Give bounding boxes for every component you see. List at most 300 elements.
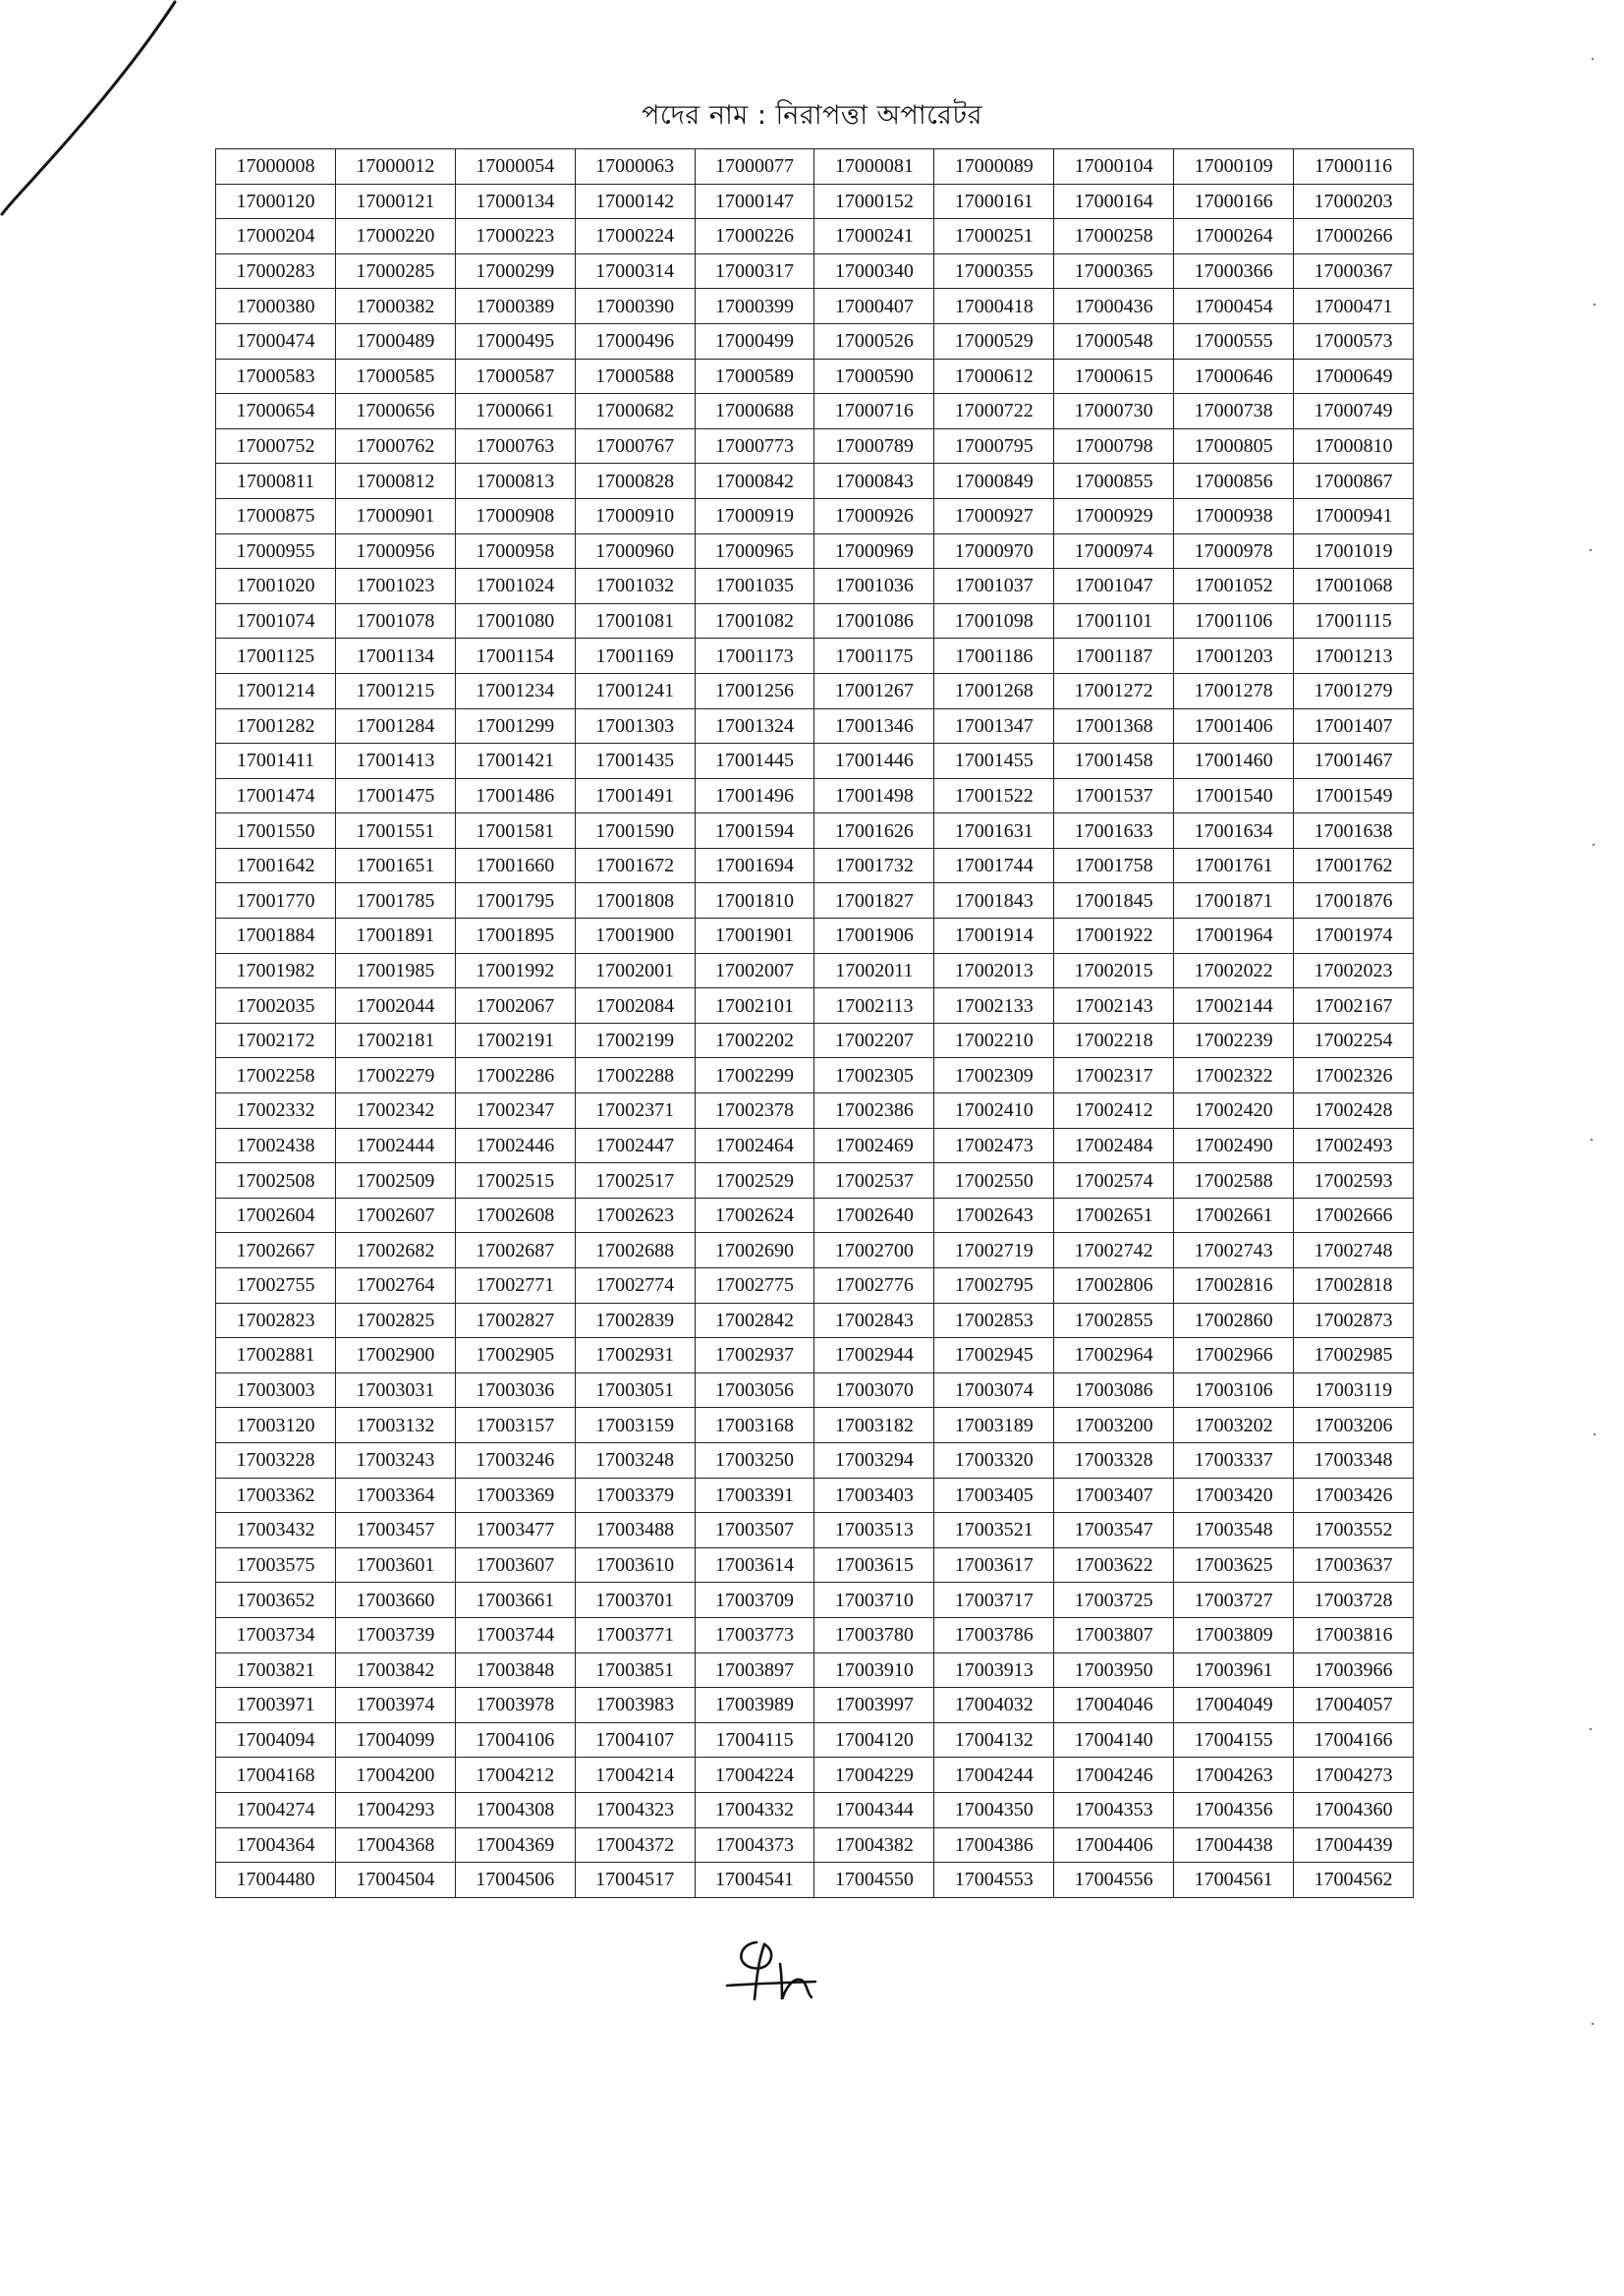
roll-number-cell: 17000590 xyxy=(814,359,934,394)
roll-number-cell: 17003637 xyxy=(1294,1547,1414,1583)
roll-number-cell: 17004386 xyxy=(934,1827,1054,1863)
roll-number-cell: 17002842 xyxy=(695,1303,814,1338)
roll-number-cell: 17001134 xyxy=(335,639,455,674)
roll-number-cell: 17002035 xyxy=(216,988,336,1024)
table-row xyxy=(216,1652,1414,1688)
roll-number-cell: 17000730 xyxy=(1054,394,1174,429)
roll-number-cell: 17002210 xyxy=(934,1023,1054,1058)
roll-number-cell: 17000436 xyxy=(1054,289,1174,324)
table-row xyxy=(216,1547,1414,1583)
roll-number-cell: 17000104 xyxy=(1054,149,1174,185)
roll-number-cell: 17003119 xyxy=(1294,1372,1414,1408)
table-row xyxy=(216,1758,1414,1793)
roll-number-cell: 17001672 xyxy=(575,848,695,883)
roll-number-cell: 17000849 xyxy=(934,464,1054,499)
roll-number-cell: 17002755 xyxy=(216,1268,336,1304)
roll-number-cell: 17000081 xyxy=(814,149,934,185)
roll-number-cell: 17000901 xyxy=(335,498,455,533)
table-row xyxy=(216,184,1414,219)
roll-number-cell: 17000471 xyxy=(1294,289,1414,324)
roll-number-cell: 17002317 xyxy=(1054,1058,1174,1093)
roll-number-cell: 17001638 xyxy=(1294,813,1414,849)
roll-number-cell: 17003717 xyxy=(934,1583,1054,1618)
roll-number-cell: 17002023 xyxy=(1294,953,1414,988)
roll-number-cell: 17000380 xyxy=(216,289,336,324)
roll-number-cell: 17001891 xyxy=(335,919,455,954)
roll-number-cell: 17003625 xyxy=(1174,1547,1294,1583)
roll-number-cell: 17003391 xyxy=(695,1478,814,1513)
roll-number-cell: 17003328 xyxy=(1054,1442,1174,1478)
roll-number-cell: 17002473 xyxy=(934,1128,1054,1163)
roll-number-cell: 17000454 xyxy=(1174,289,1294,324)
roll-number-cell: 17001455 xyxy=(934,744,1054,779)
roll-number-cell: 17002937 xyxy=(695,1338,814,1373)
roll-number-cell: 17001282 xyxy=(216,708,336,744)
roll-number-cell: 17000929 xyxy=(1054,498,1174,533)
roll-number-cell: 17000367 xyxy=(1294,253,1414,289)
roll-number-cell: 17003294 xyxy=(814,1442,934,1478)
roll-number-cell: 17002191 xyxy=(455,1023,575,1058)
roll-number-cell: 17001458 xyxy=(1054,744,1174,779)
roll-number-cell: 17003407 xyxy=(1054,1478,1174,1513)
roll-number-cell: 17001303 xyxy=(575,708,695,744)
roll-number-cell: 17002258 xyxy=(216,1058,336,1093)
table-row xyxy=(216,744,1414,779)
roll-number-cell: 17004517 xyxy=(575,1863,695,1898)
table-row xyxy=(216,603,1414,639)
roll-number-cell: 17001550 xyxy=(216,813,336,849)
roll-number-cell: 17000938 xyxy=(1174,498,1294,533)
roll-number-cell: 17000314 xyxy=(575,253,695,289)
roll-number-cell: 17003132 xyxy=(335,1408,455,1443)
roll-number-cell: 17002446 xyxy=(455,1128,575,1163)
roll-number-cell: 17003997 xyxy=(814,1688,934,1723)
roll-number-cell: 17003950 xyxy=(1054,1652,1174,1688)
roll-number-cell: 17002371 xyxy=(575,1093,695,1129)
roll-number-cell: 17003971 xyxy=(216,1688,336,1723)
roll-number-cell: 17002818 xyxy=(1294,1268,1414,1304)
roll-number-cell: 17000204 xyxy=(216,219,336,254)
table-row xyxy=(216,1513,1414,1548)
roll-number-cell: 17000203 xyxy=(1294,184,1414,219)
roll-number-cell: 17002410 xyxy=(934,1093,1054,1129)
margin-scan-specks xyxy=(1565,0,1624,2296)
roll-number-cell: 17004212 xyxy=(455,1758,575,1793)
table-row xyxy=(216,149,1414,185)
roll-number-cell: 17000974 xyxy=(1054,533,1174,569)
roll-number-cell: 17000843 xyxy=(814,464,934,499)
roll-number-cell: 17002873 xyxy=(1294,1303,1414,1338)
roll-number-cell: 17001299 xyxy=(455,708,575,744)
roll-number-cell: 17004168 xyxy=(216,1758,336,1793)
roll-number-cell: 17003157 xyxy=(455,1408,575,1443)
roll-number-cell: 17001914 xyxy=(934,919,1054,954)
roll-number-cell: 17000661 xyxy=(455,394,575,429)
roll-number-cell: 17000875 xyxy=(216,498,336,533)
table-row xyxy=(216,1338,1414,1373)
roll-number-cell: 17000317 xyxy=(695,253,814,289)
roll-number-cell: 17001074 xyxy=(216,603,336,639)
roll-number-cell: 17002218 xyxy=(1054,1023,1174,1058)
table-row xyxy=(216,1093,1414,1129)
roll-number-cell: 17003622 xyxy=(1054,1547,1174,1583)
roll-number-cell: 17002700 xyxy=(814,1233,934,1268)
roll-number-cell: 17001023 xyxy=(335,569,455,604)
roll-number-cell: 17002623 xyxy=(575,1198,695,1233)
roll-number-cell: 17003610 xyxy=(575,1547,695,1583)
roll-number-cell: 17004049 xyxy=(1174,1688,1294,1723)
roll-number-cell: 17001068 xyxy=(1294,569,1414,604)
roll-number-cell: 17002181 xyxy=(335,1023,455,1058)
roll-number-cell: 17002044 xyxy=(335,988,455,1024)
roll-number-cell: 17003513 xyxy=(814,1513,934,1548)
roll-number-cell: 17003369 xyxy=(455,1478,575,1513)
roll-number-cell: 17002682 xyxy=(335,1233,455,1268)
roll-number-cell: 17001660 xyxy=(455,848,575,883)
roll-number-cell: 17002279 xyxy=(335,1058,455,1093)
roll-number-cell: 17002816 xyxy=(1174,1268,1294,1304)
table-row xyxy=(216,1303,1414,1338)
roll-number-cell: 17003202 xyxy=(1174,1408,1294,1443)
roll-number-cell: 17003246 xyxy=(455,1442,575,1478)
roll-number-cell: 17000399 xyxy=(695,289,814,324)
roll-number-cell: 17004369 xyxy=(455,1827,575,1863)
roll-number-cell: 17000251 xyxy=(934,219,1054,254)
roll-number-cell: 17001411 xyxy=(216,744,336,779)
roll-number-cell: 17001078 xyxy=(335,603,455,639)
roll-number-cell: 17000805 xyxy=(1174,428,1294,464)
roll-number-cell: 17001446 xyxy=(814,744,934,779)
roll-number-cell: 17001594 xyxy=(695,813,814,849)
roll-number-cell: 17000588 xyxy=(575,359,695,394)
roll-number-cell: 17001808 xyxy=(575,883,695,919)
roll-number-cell: 17003477 xyxy=(455,1513,575,1548)
roll-number-cell: 17003362 xyxy=(216,1478,336,1513)
roll-number-cell: 17000366 xyxy=(1174,253,1294,289)
roll-number-cell: 17003744 xyxy=(455,1617,575,1652)
roll-number-cell: 17002464 xyxy=(695,1128,814,1163)
roll-number-cell: 17004506 xyxy=(455,1863,575,1898)
roll-number-cell: 17002084 xyxy=(575,988,695,1024)
roll-number-cell: 17002022 xyxy=(1174,953,1294,988)
roll-number-cell: 17004273 xyxy=(1294,1758,1414,1793)
roll-number-cell: 17003966 xyxy=(1294,1652,1414,1688)
roll-number-cell: 17002529 xyxy=(695,1163,814,1199)
roll-number-cell: 17002322 xyxy=(1174,1058,1294,1093)
roll-number-cell: 17001175 xyxy=(814,639,934,674)
roll-number-cell: 17000767 xyxy=(575,428,695,464)
roll-number-cell: 17001445 xyxy=(695,744,814,779)
roll-number-cell: 17002860 xyxy=(1174,1303,1294,1338)
roll-number-cell: 17001522 xyxy=(934,778,1054,813)
roll-number-cell: 17000223 xyxy=(455,219,575,254)
roll-number-cell: 17002537 xyxy=(814,1163,934,1199)
table-row xyxy=(216,1058,1414,1093)
roll-number-cell: 17001036 xyxy=(814,569,934,604)
table-row xyxy=(216,1163,1414,1199)
roll-number-cell: 17000587 xyxy=(455,359,575,394)
roll-number-cell: 17001213 xyxy=(1294,639,1414,674)
roll-number-cell: 17004373 xyxy=(695,1827,814,1863)
table-row xyxy=(216,533,1414,569)
roll-number-cell: 17002332 xyxy=(216,1093,336,1129)
roll-number-cell: 17001964 xyxy=(1174,919,1294,954)
roll-number-cell: 17003660 xyxy=(335,1583,455,1618)
roll-number-cell: 17002624 xyxy=(695,1198,814,1233)
roll-number-cell: 17000264 xyxy=(1174,219,1294,254)
roll-number-cell: 17000054 xyxy=(455,149,575,185)
roll-number-cell: 17004480 xyxy=(216,1863,336,1898)
roll-number-cell: 17001080 xyxy=(455,603,575,639)
roll-number-cell: 17002661 xyxy=(1174,1198,1294,1233)
roll-number-cell: 17003727 xyxy=(1174,1583,1294,1618)
roll-number-cell: 17003974 xyxy=(335,1688,455,1723)
roll-number-cell: 17000134 xyxy=(455,184,575,219)
table-row xyxy=(216,498,1414,533)
roll-number-cell: 17001537 xyxy=(1054,778,1174,813)
roll-number-cell: 17004120 xyxy=(814,1722,934,1758)
roll-number-cell: 17002774 xyxy=(575,1268,695,1304)
roll-number-cell: 17000266 xyxy=(1294,219,1414,254)
roll-number-cell: 17000978 xyxy=(1174,533,1294,569)
roll-number-cell: 17002651 xyxy=(1054,1198,1174,1233)
roll-number-cell: 17002588 xyxy=(1174,1163,1294,1199)
roll-number-cell: 17001901 xyxy=(695,919,814,954)
roll-number-cell: 17003821 xyxy=(216,1652,336,1688)
table-row xyxy=(216,1268,1414,1304)
roll-number-cell: 17002484 xyxy=(1054,1128,1174,1163)
roll-number-cell: 17003031 xyxy=(335,1372,455,1408)
roll-number-cell: 17003228 xyxy=(216,1442,336,1478)
roll-number-cell: 17000856 xyxy=(1174,464,1294,499)
roll-number-cell: 17000969 xyxy=(814,533,934,569)
roll-number-cell: 17000649 xyxy=(1294,359,1414,394)
roll-number-cell: 17002719 xyxy=(934,1233,1054,1268)
roll-number-cell: 17002113 xyxy=(814,988,934,1024)
roll-number-cell: 17000583 xyxy=(216,359,336,394)
roll-number-cell: 17003652 xyxy=(216,1583,336,1618)
roll-number-cell: 17004046 xyxy=(1054,1688,1174,1723)
roll-number-cell: 17002101 xyxy=(695,988,814,1024)
roll-number-cell: 17001744 xyxy=(934,848,1054,883)
roll-number-cell: 17000738 xyxy=(1174,394,1294,429)
roll-number-cell: 17003070 xyxy=(814,1372,934,1408)
roll-number-cell: 17002607 xyxy=(335,1198,455,1233)
roll-number-cell: 17001549 xyxy=(1294,778,1414,813)
roll-number-cell: 17000752 xyxy=(216,428,336,464)
roll-number-cell: 17001421 xyxy=(455,744,575,779)
roll-number-cell: 17002342 xyxy=(335,1093,455,1129)
roll-number-cell: 17003159 xyxy=(575,1408,695,1443)
roll-number-cell: 17001694 xyxy=(695,848,814,883)
roll-number-cell: 17000077 xyxy=(695,149,814,185)
table-row xyxy=(216,394,1414,429)
roll-number-cell: 17001876 xyxy=(1294,883,1414,919)
roll-number-cell: 17003739 xyxy=(335,1617,455,1652)
roll-number-cell: 17003661 xyxy=(455,1583,575,1618)
roll-number-cell: 17004553 xyxy=(934,1863,1054,1898)
roll-number-cell: 17002144 xyxy=(1174,988,1294,1024)
roll-number-cell: 17002775 xyxy=(695,1268,814,1304)
roll-number-cell: 17001974 xyxy=(1294,919,1414,954)
roll-number-cell: 17001047 xyxy=(1054,569,1174,604)
roll-number-cell: 17001098 xyxy=(934,603,1054,639)
roll-number-cell: 17004561 xyxy=(1174,1863,1294,1898)
roll-number-cell: 17001922 xyxy=(1054,919,1174,954)
roll-number-cell: 17000612 xyxy=(934,359,1054,394)
roll-number-cell: 17001082 xyxy=(695,603,814,639)
roll-number-cell: 17001626 xyxy=(814,813,934,849)
roll-number-cell: 17001732 xyxy=(814,848,934,883)
roll-number-cell: 17003897 xyxy=(695,1652,814,1688)
page-title: পদের নাম : নিরাপত্তা অপারেটর xyxy=(642,100,982,131)
roll-number-cell: 17003003 xyxy=(216,1372,336,1408)
roll-number-cell: 17000795 xyxy=(934,428,1054,464)
roll-number-cell: 17001032 xyxy=(575,569,695,604)
roll-number-cell: 17004214 xyxy=(575,1758,695,1793)
roll-number-cell: 17002764 xyxy=(335,1268,455,1304)
roll-number-cell: 17003807 xyxy=(1054,1617,1174,1652)
roll-number-cell: 17003617 xyxy=(934,1547,1054,1583)
roll-number-cell: 17001467 xyxy=(1294,744,1414,779)
roll-number-cell: 17003337 xyxy=(1174,1442,1294,1478)
roll-number-cell: 17004140 xyxy=(1054,1722,1174,1758)
roll-number-cell: 17002985 xyxy=(1294,1338,1414,1373)
table-row xyxy=(216,1583,1414,1618)
roll-number-cell: 17004350 xyxy=(934,1792,1054,1827)
roll-number-cell: 17002550 xyxy=(934,1163,1054,1199)
table-row xyxy=(216,919,1414,954)
roll-number-cell: 17000798 xyxy=(1054,428,1174,464)
roll-number-cell: 17004364 xyxy=(216,1827,336,1863)
roll-number-cell: 17003457 xyxy=(335,1513,455,1548)
roll-number-cell: 17000390 xyxy=(575,289,695,324)
roll-number-cell: 17004406 xyxy=(1054,1827,1174,1863)
table-row xyxy=(216,708,1414,744)
roll-number-cell: 17002420 xyxy=(1174,1093,1294,1129)
roll-number-cell: 17000089 xyxy=(934,149,1054,185)
roll-number-cell: 17003403 xyxy=(814,1478,934,1513)
table-row xyxy=(216,1688,1414,1723)
roll-number-cell: 17002795 xyxy=(934,1268,1054,1304)
roll-number-cell: 17003842 xyxy=(335,1652,455,1688)
table-row xyxy=(216,953,1414,988)
table-row xyxy=(216,1198,1414,1233)
table-row xyxy=(216,1408,1414,1443)
roll-number-cell: 17002806 xyxy=(1054,1268,1174,1304)
roll-number-cell: 17003961 xyxy=(1174,1652,1294,1688)
roll-number-cell: 17002001 xyxy=(575,953,695,988)
roll-number-cell: 17002593 xyxy=(1294,1163,1414,1199)
roll-number-cell: 17000908 xyxy=(455,498,575,533)
roll-number-cell: 17003725 xyxy=(1054,1583,1174,1618)
roll-number-cell: 17004372 xyxy=(575,1827,695,1863)
roll-number-cell: 17000965 xyxy=(695,533,814,569)
roll-number-cell: 17001827 xyxy=(814,883,934,919)
roll-number-cell: 17002966 xyxy=(1174,1338,1294,1373)
roll-number-cell: 17002447 xyxy=(575,1128,695,1163)
roll-number-cell: 17003786 xyxy=(934,1617,1054,1652)
roll-number-cell: 17002490 xyxy=(1174,1128,1294,1163)
roll-number-cell: 17002133 xyxy=(934,988,1054,1024)
roll-number-cell: 17003701 xyxy=(575,1583,695,1618)
roll-number-cell: 17002515 xyxy=(455,1163,575,1199)
roll-number-cell: 17000810 xyxy=(1294,428,1414,464)
roll-number-cell: 17001346 xyxy=(814,708,934,744)
roll-number-cell: 17002172 xyxy=(216,1023,336,1058)
roll-number-cell: 17002347 xyxy=(455,1093,575,1129)
roll-number-cell: 17003913 xyxy=(934,1652,1054,1688)
roll-number-cell: 17003780 xyxy=(814,1617,934,1652)
table-row xyxy=(216,1722,1414,1758)
roll-number-cell: 17002604 xyxy=(216,1198,336,1233)
roll-number-cell: 17001037 xyxy=(934,569,1054,604)
roll-number-cell: 17003488 xyxy=(575,1513,695,1548)
roll-number-cell: 17002299 xyxy=(695,1058,814,1093)
roll-number-cell: 17001843 xyxy=(934,883,1054,919)
table-row xyxy=(216,1372,1414,1408)
roll-number-cell: 17002412 xyxy=(1054,1093,1174,1129)
roll-number-cell: 17000867 xyxy=(1294,464,1414,499)
roll-number-cell: 17001551 xyxy=(335,813,455,849)
roll-number-cell: 17000152 xyxy=(814,184,934,219)
roll-number-cell: 17001101 xyxy=(1054,603,1174,639)
roll-number-cell: 17000389 xyxy=(455,289,575,324)
roll-number-cell: 17004107 xyxy=(575,1722,695,1758)
roll-number-cell: 17000716 xyxy=(814,394,934,429)
roll-number-cell: 17002254 xyxy=(1294,1023,1414,1058)
roll-number-cell: 17002469 xyxy=(814,1128,934,1163)
roll-number-cell: 17001845 xyxy=(1054,883,1174,919)
roll-number-cell: 17003432 xyxy=(216,1513,336,1548)
roll-number-cell: 17004556 xyxy=(1054,1863,1174,1898)
roll-number-cell: 17003426 xyxy=(1294,1478,1414,1513)
roll-number-cell: 17001368 xyxy=(1054,708,1174,744)
table-row xyxy=(216,883,1414,919)
roll-number-cell: 17001086 xyxy=(814,603,934,639)
roll-number-cell: 17000927 xyxy=(934,498,1054,533)
roll-number-cell: 17001486 xyxy=(455,778,575,813)
roll-number-cell: 17002239 xyxy=(1174,1023,1294,1058)
roll-number-cell: 17003420 xyxy=(1174,1478,1294,1513)
roll-number-cell: 17002288 xyxy=(575,1058,695,1093)
roll-number-cell: 17001906 xyxy=(814,919,934,954)
roll-number-cell: 17003809 xyxy=(1174,1617,1294,1652)
roll-number-cell: 17002690 xyxy=(695,1233,814,1268)
roll-number-cell: 17004115 xyxy=(695,1722,814,1758)
roll-number-cell: 17000258 xyxy=(1054,219,1174,254)
roll-number-cell: 17003074 xyxy=(934,1372,1054,1408)
roll-number-cell: 17002825 xyxy=(335,1303,455,1338)
roll-number-cell: 17003607 xyxy=(455,1547,575,1583)
roll-number-cell: 17000008 xyxy=(216,149,336,185)
roll-number-cell: 17002167 xyxy=(1294,988,1414,1024)
roll-number-cell: 17000688 xyxy=(695,394,814,429)
table-row xyxy=(216,253,1414,289)
roll-number-cell: 17000589 xyxy=(695,359,814,394)
roll-number-cell: 17001895 xyxy=(455,919,575,954)
roll-number-cell: 17002007 xyxy=(695,953,814,988)
table-row xyxy=(216,1617,1414,1652)
roll-number-cell: 17002748 xyxy=(1294,1233,1414,1268)
roll-number-cell: 17000340 xyxy=(814,253,934,289)
roll-number-cell: 17004438 xyxy=(1174,1827,1294,1863)
roll-number-cell: 17001024 xyxy=(455,569,575,604)
roll-number-cell: 17001982 xyxy=(216,953,336,988)
roll-number-cell: 17001407 xyxy=(1294,708,1414,744)
table-row xyxy=(216,428,1414,464)
roll-number-cell: 17000285 xyxy=(335,253,455,289)
